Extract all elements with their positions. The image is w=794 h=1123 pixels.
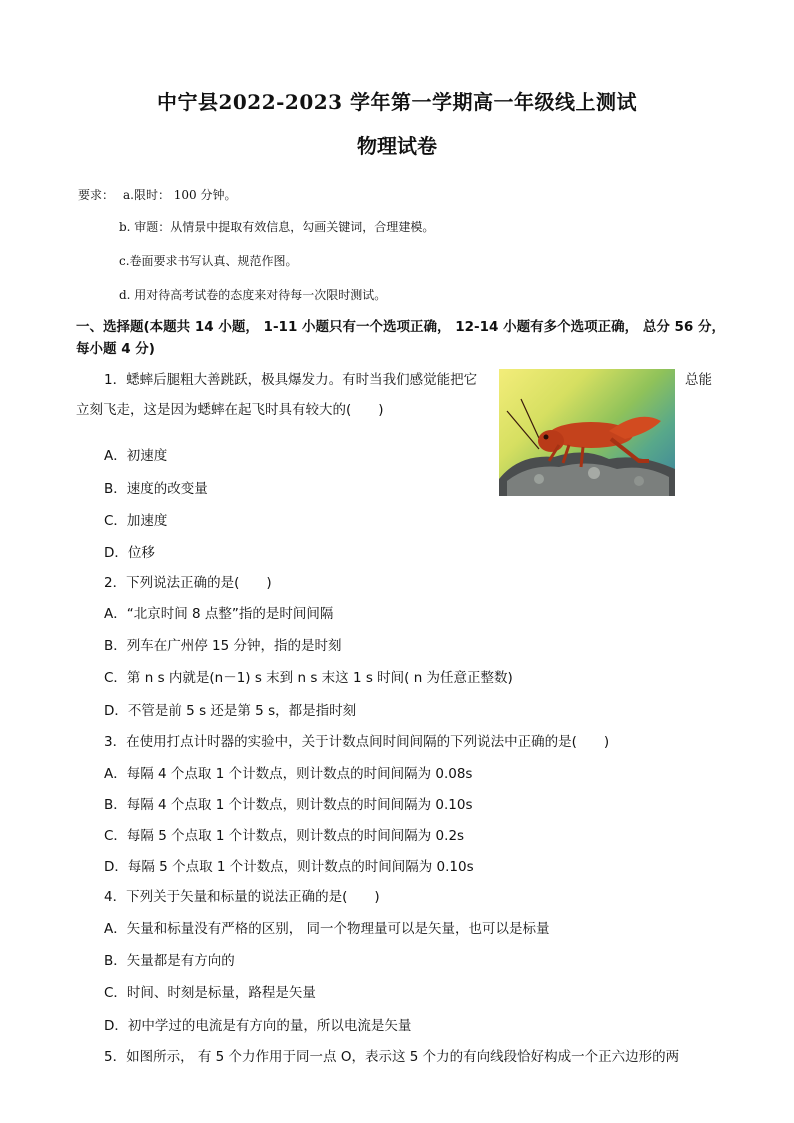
question-5-stem: 5．如图所示， 有 5 个力作用于同一点 O，表示这 5 个力的有向线段恰好构成一个正六边形的两	[104, 1049, 680, 1065]
question-2-option-b[interactable]: B．列车在广州停 15 分钟，指的是时刻	[104, 638, 342, 654]
question-2-option-c[interactable]: C．第 n s 内就是(n－1) s 末到 n s 末这 1 s 时间( n 为任意正整数)	[104, 670, 513, 686]
question-3-option-c[interactable]: C．每隔 5 个点取 1 个计数点，则计数点的时间间隔为 0.2s	[104, 828, 465, 844]
question-4-option-a[interactable]: A．矢量和标量没有严格的区别， 同一个物理量可以是矢量，也可以是标量	[104, 921, 550, 937]
question-1-option-d[interactable]: D．位移	[104, 545, 155, 561]
question-4-option-d[interactable]: D．初中学过的电流是有方向的量，所以电流是矢量	[104, 1018, 412, 1034]
requirement-item-c: c.卷面要求书写认真、规范作图。	[119, 254, 298, 268]
question-4-option-c[interactable]: C．时间、时刻是标量，路程是矢量	[104, 985, 316, 1001]
question-4-option-b[interactable]: B．矢量都是有方向的	[104, 953, 235, 969]
requirement-item-d: d. 用对待高考试卷的态度来对待每一次限时测试。	[119, 288, 387, 302]
question-3-option-b[interactable]: B．每隔 4 个点取 1 个计数点，则计数点的时间间隔为 0.10s	[104, 797, 473, 813]
requirement-item-a: a.限时： 100 分钟。	[123, 188, 237, 202]
page-title: 中宁县2022-2023 学年第一学期高一年级线上测试	[156, 90, 638, 114]
cricket-photo	[499, 369, 675, 496]
question-3-option-d[interactable]: D．每隔 5 个点取 1 个计数点，则计数点的时间间隔为 0.10s	[104, 859, 474, 875]
question-3-stem: 3．在使用打点计时器的实验中，关于计数点间时间间隔的下列说法中正确的是( )	[104, 734, 610, 750]
question-2-option-d[interactable]: D．不管是前 5 s 还是第 5 s，都是指时刻	[104, 703, 357, 719]
requirement-item-b: b. 审题：从情景中提取有效信息，勾画关键词，合理建模。	[119, 220, 435, 234]
question-2-option-a[interactable]: A．“北京时间 8 点整”指的是时间间隔	[104, 606, 334, 622]
question-1-option-b[interactable]: B．速度的改变量	[104, 481, 208, 497]
question-4-stem: 4．下列关于矢量和标量的说法正确的是( )	[104, 889, 380, 905]
cricket-illustration	[499, 369, 675, 496]
question-1-stem-line2: 立刻飞走，这是因为蟋蟀在起飞时具有较大的( )	[76, 402, 384, 418]
question-1-option-a[interactable]: A．初速度	[104, 448, 168, 464]
question-2-stem: 2．下列说法正确的是( )	[104, 575, 272, 591]
section-heading: 一、选择题(本题共 14 小题， 1-11 小题只有一个选项正确， 12-14 小题有多个选项正确， 总分 56 分，每小题 4 分)	[76, 319, 726, 357]
requirements-label: 要求：	[78, 188, 115, 202]
page-subtitle: 物理试卷	[357, 134, 437, 158]
question-3-option-a[interactable]: A．每隔 4 个点取 1 个计数点，则计数点的时间间隔为 0.08s	[104, 766, 473, 782]
question-1-option-c[interactable]: C．加速度	[104, 513, 168, 529]
question-1-stem-line1-tail: 总能	[685, 372, 712, 388]
question-1-stem-line1: 1．蟋蟀后腿粗大善跳跃，极具爆发力。有时当我们感觉能把它	[104, 372, 478, 388]
